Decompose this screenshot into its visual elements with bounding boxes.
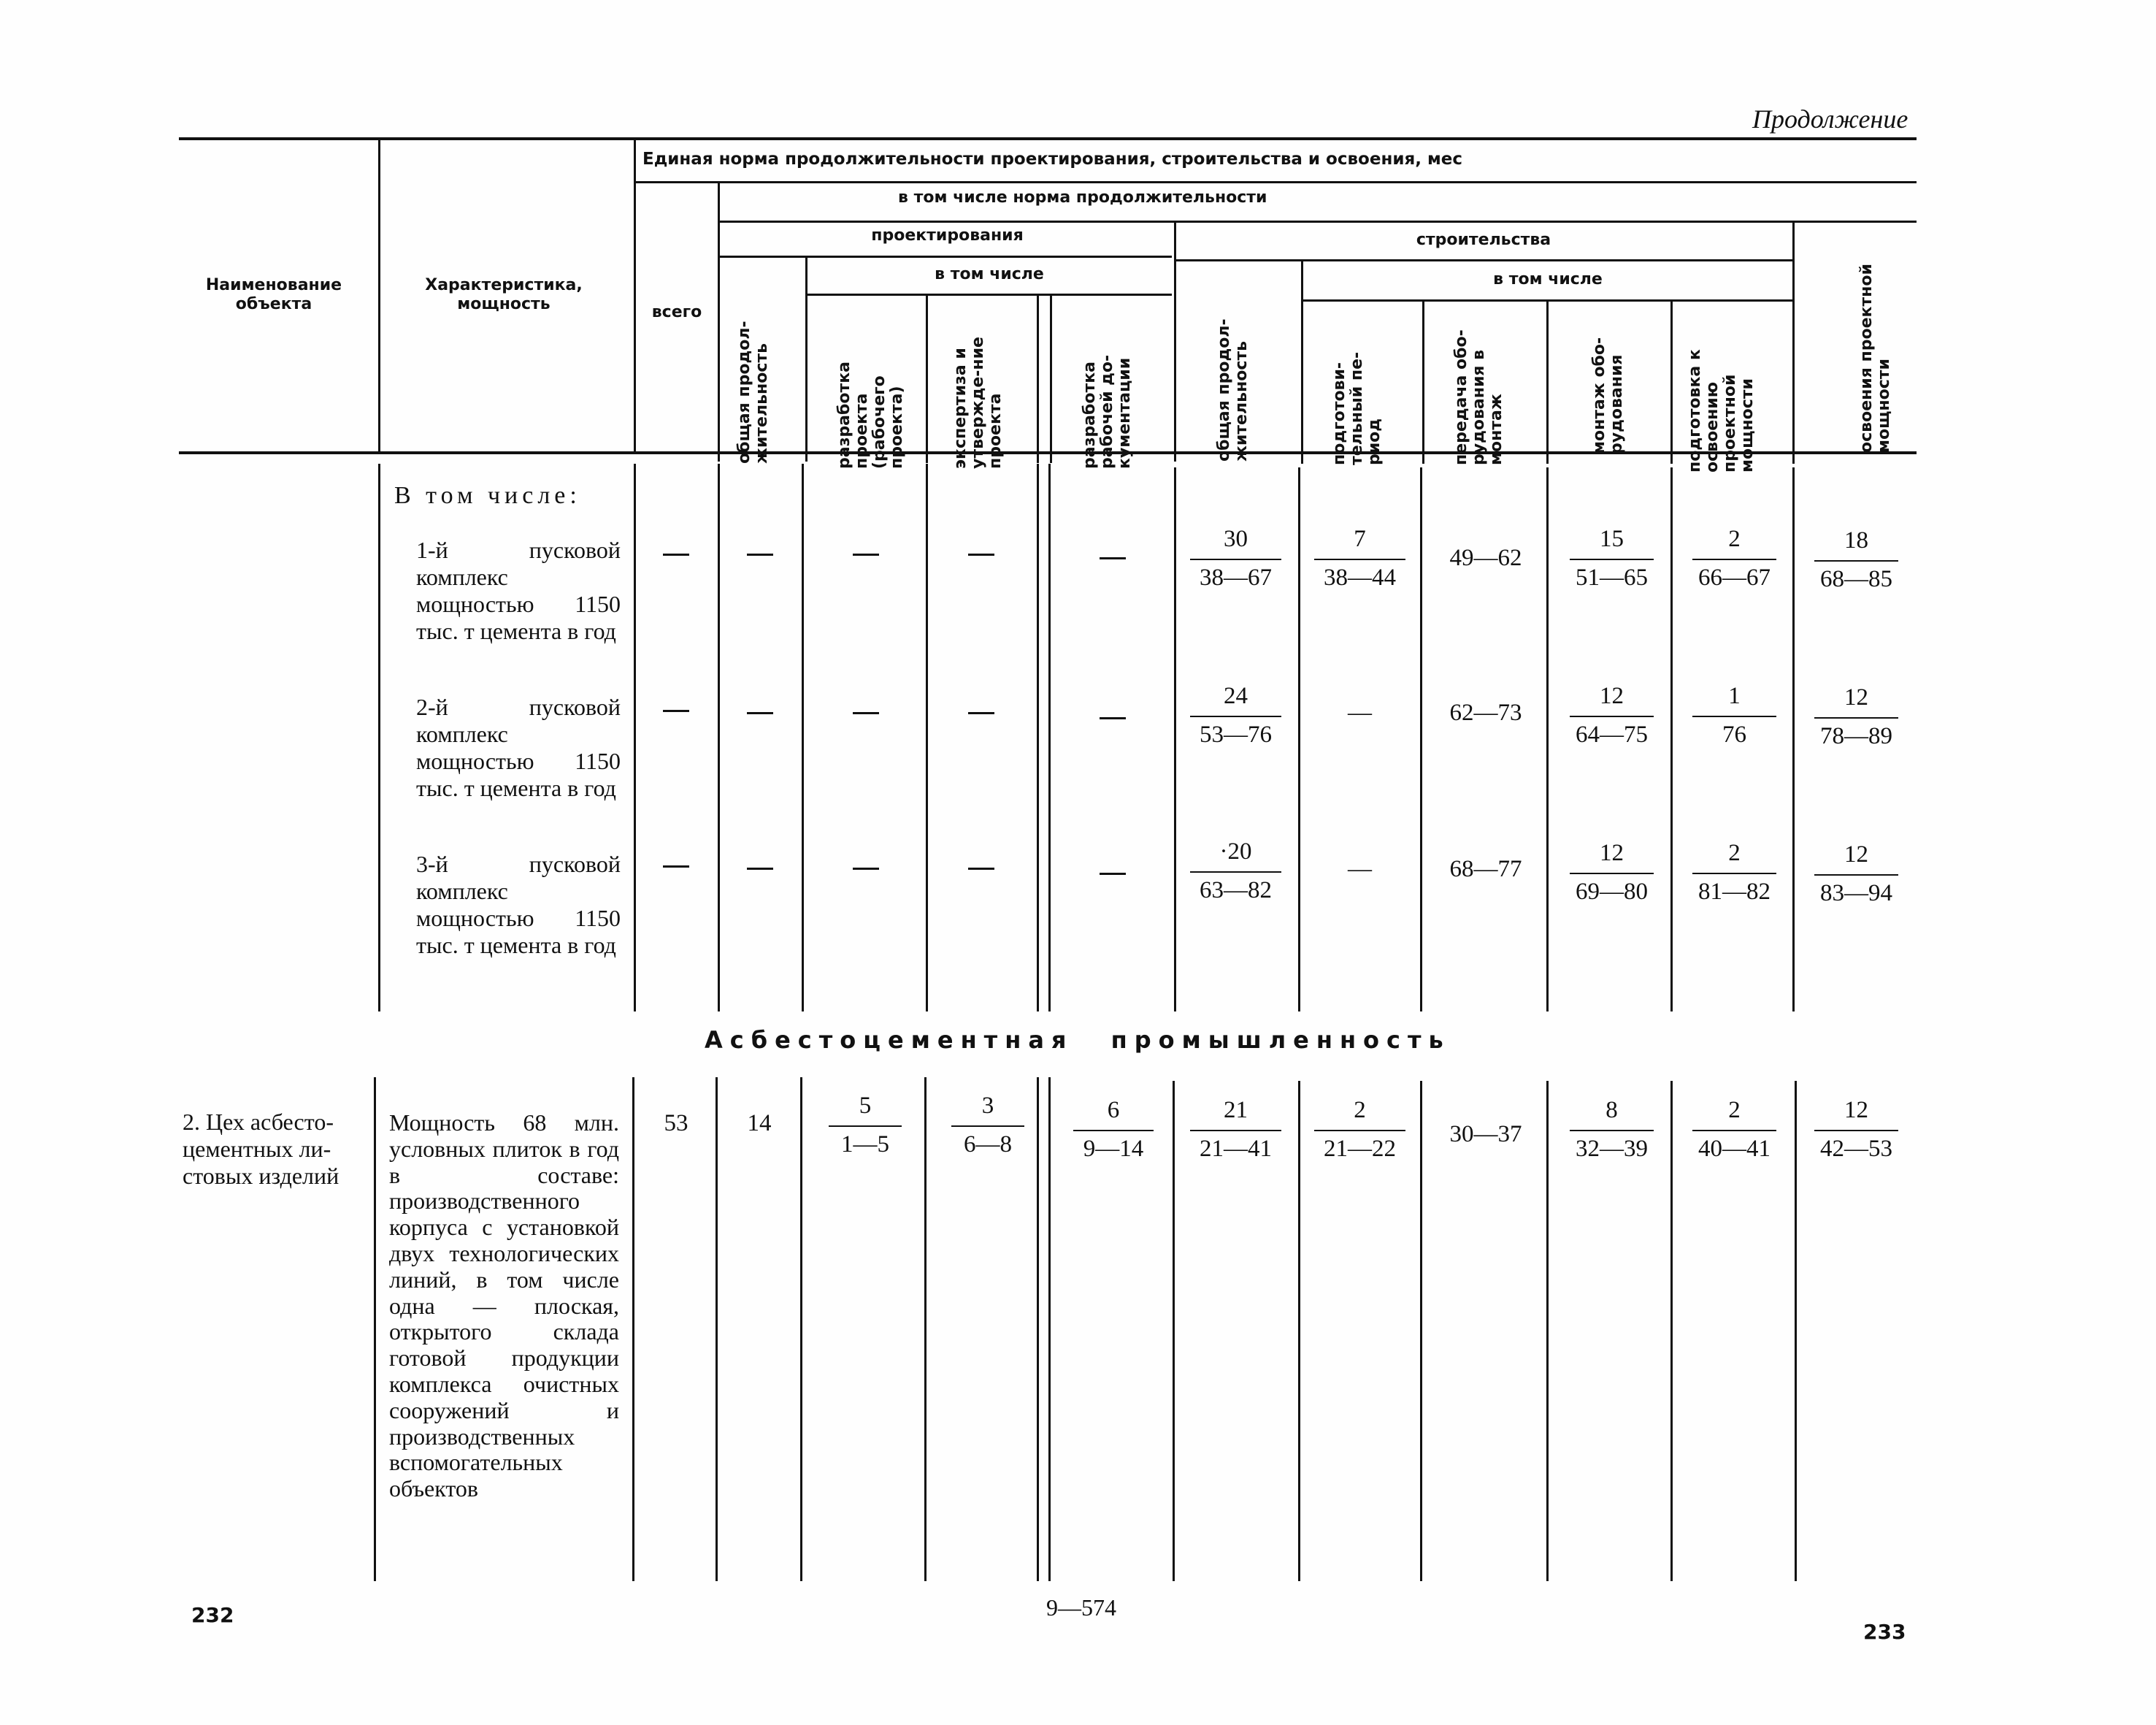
row1-constr-mount-num: 15: [1570, 526, 1654, 560]
row3-design-dev-dash: [853, 868, 879, 870]
block2-design-dev-num: 5: [829, 1093, 902, 1127]
b2v-8: [1173, 1081, 1175, 1581]
hv-9: [1301, 259, 1303, 464]
header-design-work: разработка рабочей до-кументации: [1081, 354, 1134, 469]
row3-constr-transfer: 68—77: [1449, 856, 1522, 882]
row3-constr-total: [1190, 838, 1281, 904]
row2-total-dash: [663, 710, 689, 712]
block1-intro: В том числе:: [394, 482, 581, 509]
row3-design-total-dash: [747, 868, 773, 870]
row1-constr-transfer: 49—62: [1449, 545, 1522, 571]
header-unified: Единая норма продолжительности проектирования, строительства и освоения, мес: [642, 150, 1463, 169]
row3-total-dash: [663, 865, 689, 868]
header-constr-incl: в том числе: [1493, 270, 1603, 288]
row1-mastery: [1814, 527, 1898, 593]
b1v-12: [1670, 467, 1673, 1011]
hv-7: [1050, 294, 1052, 463]
header-constr-prep: подготови-тельный пе-риод: [1330, 351, 1384, 465]
rule-constr: [1175, 259, 1792, 261]
row1-constr-total: [1190, 526, 1281, 592]
b2v-5: [924, 1077, 927, 1581]
row3-mastery-den: 83—94: [1820, 880, 1892, 906]
row2-constr-mount: [1570, 683, 1654, 749]
b2v-3: [716, 1077, 718, 1581]
block2-design-exp-den: 6—8: [964, 1131, 1012, 1158]
b1v-13: [1792, 467, 1795, 1011]
row1-constr-prep-num: 7: [1314, 526, 1405, 560]
hv-3: [718, 183, 720, 462]
row2-constr-mount-num: 12: [1570, 683, 1654, 717]
row3-constr-mount: [1570, 840, 1654, 906]
header-design-incl: в том числе: [935, 265, 1044, 283]
header-design-dev: разработка проекта (рабочего проекта): [835, 362, 906, 469]
row3-constr-prep: —: [1348, 856, 1372, 882]
block2-design-exp: [951, 1093, 1024, 1158]
b2v-10: [1420, 1081, 1422, 1581]
row2-design-dev-dash: [853, 712, 879, 714]
row2-constr-transfer: 62—73: [1449, 700, 1522, 726]
block2-design-work: [1073, 1097, 1154, 1163]
row3-constr-ready: [1692, 840, 1776, 906]
b2v-9: [1298, 1081, 1300, 1581]
header-characteristic: Характеристика, мощность: [425, 276, 583, 313]
header-constr-transfer: передача обо-рудования в монтаж: [1452, 329, 1505, 465]
header-constr-total: общая продол-жительность: [1215, 318, 1251, 462]
header-constr: строительства: [1416, 231, 1551, 249]
b2v-13: [1795, 1081, 1797, 1581]
block2-constr-transfer: 30—37: [1449, 1121, 1522, 1147]
row3-description: 3-й пусковой комплекс мощностью 1150 тыс. т цемента в год: [416, 851, 621, 958]
block2-mastery-num: 12: [1814, 1097, 1898, 1131]
header-bottom-rule: [179, 451, 1917, 454]
row1-constr-ready-num: 2: [1692, 526, 1776, 560]
block2-constr-mount: [1570, 1097, 1654, 1163]
block2-constr-ready-num: 2: [1692, 1097, 1776, 1131]
row1-constr-total-den: 38—67: [1200, 565, 1272, 591]
b2v-4: [800, 1077, 802, 1581]
row2-mastery-num: 12: [1814, 684, 1898, 719]
row3-constr-ready-den: 81—82: [1698, 879, 1771, 905]
row1-design-exp-dash: [968, 554, 994, 556]
row2-constr-ready: [1692, 683, 1776, 749]
row2-constr-total-num: 24: [1190, 683, 1281, 717]
b1v-4: [802, 464, 804, 1011]
rule-design-incl: [807, 294, 1172, 296]
b1v-7: [1048, 464, 1051, 1011]
hv-11: [1546, 299, 1549, 464]
header-mastery: освоения проектной мощности: [1857, 264, 1893, 453]
b1v-8: [1174, 467, 1176, 1011]
row2-constr-prep: —: [1348, 700, 1372, 726]
rule-incl-norm: [719, 221, 1917, 223]
row2-mastery-den: 78—89: [1820, 723, 1892, 749]
b2v-7: [1048, 1077, 1051, 1581]
block2-constr-prep-den: 21—22: [1324, 1136, 1396, 1162]
row1-total-dash: [663, 554, 689, 556]
header-constr-mount: монтаж обо-рудования: [1590, 337, 1626, 454]
continuation-label: Продолжение: [1752, 104, 1908, 134]
block2-constr-mount-den: 32—39: [1576, 1136, 1648, 1162]
b2v-1: [374, 1077, 376, 1581]
row1-design-dev-dash: [853, 554, 879, 556]
header-constr-ready: подготовка к освоению проектной мощности: [1686, 349, 1757, 473]
block2-design-work-den: 9—14: [1083, 1136, 1144, 1162]
row3-constr-ready-num: 2: [1692, 840, 1776, 874]
row3-mastery-num: 12: [1814, 841, 1898, 876]
row1-mastery-den: 68—85: [1820, 566, 1892, 592]
block2-design-dev: [829, 1093, 902, 1158]
block2-mastery: [1814, 1097, 1898, 1163]
row3-constr-total-num: ·20: [1190, 838, 1281, 873]
row1-constr-ready: [1692, 526, 1776, 592]
block2-constr-total-num: 21: [1190, 1097, 1281, 1131]
b1v-2: [634, 464, 636, 1011]
block2-mastery-den: 42—53: [1820, 1136, 1892, 1162]
row1-constr-prep: [1314, 526, 1405, 592]
rule-unified: [635, 181, 1917, 183]
row2-design-exp-dash: [968, 712, 994, 714]
hv-13: [1792, 223, 1795, 464]
hv-2: [634, 139, 636, 453]
block2-total: 53: [664, 1110, 688, 1136]
row1-mastery-num: 18: [1814, 527, 1898, 562]
row2-design-total-dash: [747, 712, 773, 714]
row3-constr-total-den: 63—82: [1200, 877, 1272, 903]
b1v-9: [1298, 467, 1300, 1011]
b2v-12: [1670, 1081, 1673, 1581]
row3-constr-mount-den: 69—80: [1576, 879, 1648, 905]
row1-design-total-dash: [747, 554, 773, 556]
hv-6: [1037, 294, 1039, 463]
row2-constr-ready-num: 1: [1692, 683, 1776, 717]
block2-constr-ready: [1692, 1097, 1776, 1163]
block2-design-dev-den: 1—5: [841, 1131, 889, 1158]
b1v-6: [1037, 464, 1039, 1011]
page-number-left: 232: [191, 1603, 234, 1627]
b1v-10: [1420, 467, 1422, 1011]
block2-design-total: 14: [747, 1110, 772, 1136]
row1-constr-mount-den: 51—65: [1576, 565, 1648, 591]
row1-constr-mount: [1570, 526, 1654, 592]
row1-constr-total-num: 30: [1190, 526, 1281, 560]
b1v-3: [718, 464, 720, 1011]
row1-design-work-dash: [1100, 557, 1126, 559]
block2-constr-prep: [1314, 1097, 1405, 1163]
hv-4: [805, 257, 807, 462]
row2-constr-total: [1190, 683, 1281, 749]
row2-design-work-dash: [1100, 717, 1126, 719]
b1v-1: [378, 464, 380, 1011]
row1-description: 1-й пусковой комплекс мощностью 1150 тыс. т цемента в год: [416, 537, 621, 644]
row3-mastery: [1814, 841, 1898, 907]
row3-design-work-dash: [1100, 873, 1126, 875]
block2-constr-ready-den: 40—41: [1698, 1136, 1771, 1162]
block2-design-exp-num: 3: [951, 1093, 1024, 1127]
hv-1: [378, 139, 380, 453]
block2-constr-total: [1190, 1097, 1281, 1163]
header-design: проектирования: [871, 226, 1024, 245]
row1-constr-prep-den: 38—44: [1324, 565, 1396, 591]
row2-constr-mount-den: 64—75: [1576, 722, 1648, 748]
rule-design: [719, 256, 1172, 258]
hv-8: [1174, 221, 1176, 462]
row2-constr-ready-den: 76: [1722, 722, 1746, 748]
hv-10: [1422, 299, 1424, 464]
b2v-11: [1546, 1081, 1549, 1581]
block2-description: Мощность 68 млн. условных плиток в год в составе: производственного корпуса с установкой двух технологических линий, в том числе одна — плоская, открытого склада готовой продукции комплекса очистных сооружений и производственных вспомогательных объектов: [389, 1109, 619, 1502]
row2-description: 2-й пусковой комплекс мощностью 1150 тыс. т цемента в год: [416, 694, 621, 801]
section-title: Асбестоцементная промышленность: [705, 1026, 1451, 1054]
block2-constr-mount-num: 8: [1570, 1097, 1654, 1131]
row3-constr-mount-num: 12: [1570, 840, 1654, 874]
b1v-11: [1546, 467, 1549, 1011]
page-number-right: 233: [1863, 1620, 1906, 1644]
header-name: Наименование объекта: [205, 276, 342, 313]
header-total: всего: [651, 303, 702, 321]
row1-constr-ready-den: 66—67: [1698, 565, 1771, 591]
header-incl-norm: в том числе норма продолжительности: [898, 188, 1267, 207]
hv-12: [1670, 299, 1673, 464]
block2-design-work-num: 6: [1073, 1097, 1154, 1131]
block2-constr-prep-num: 2: [1314, 1097, 1405, 1131]
block2-constr-total-den: 21—41: [1200, 1136, 1272, 1162]
block2-name: 2. Цех асбесто-цементных ли-стовых изделий: [183, 1109, 339, 1189]
row2-mastery: [1814, 684, 1898, 750]
header-design-total: общая продол-жительность: [735, 321, 771, 464]
hv-5: [926, 294, 928, 463]
b1v-5: [926, 464, 928, 1011]
header-design-exp: экспертиза и утвержде-ние проекта: [951, 337, 1005, 469]
row3-design-exp-dash: [968, 868, 994, 870]
b2v-2: [632, 1077, 634, 1581]
top-rule: [179, 137, 1917, 140]
footer-signature: 9—574: [1046, 1594, 1116, 1621]
row2-constr-total-den: 53—76: [1200, 722, 1272, 748]
b2v-6: [1037, 1077, 1039, 1581]
